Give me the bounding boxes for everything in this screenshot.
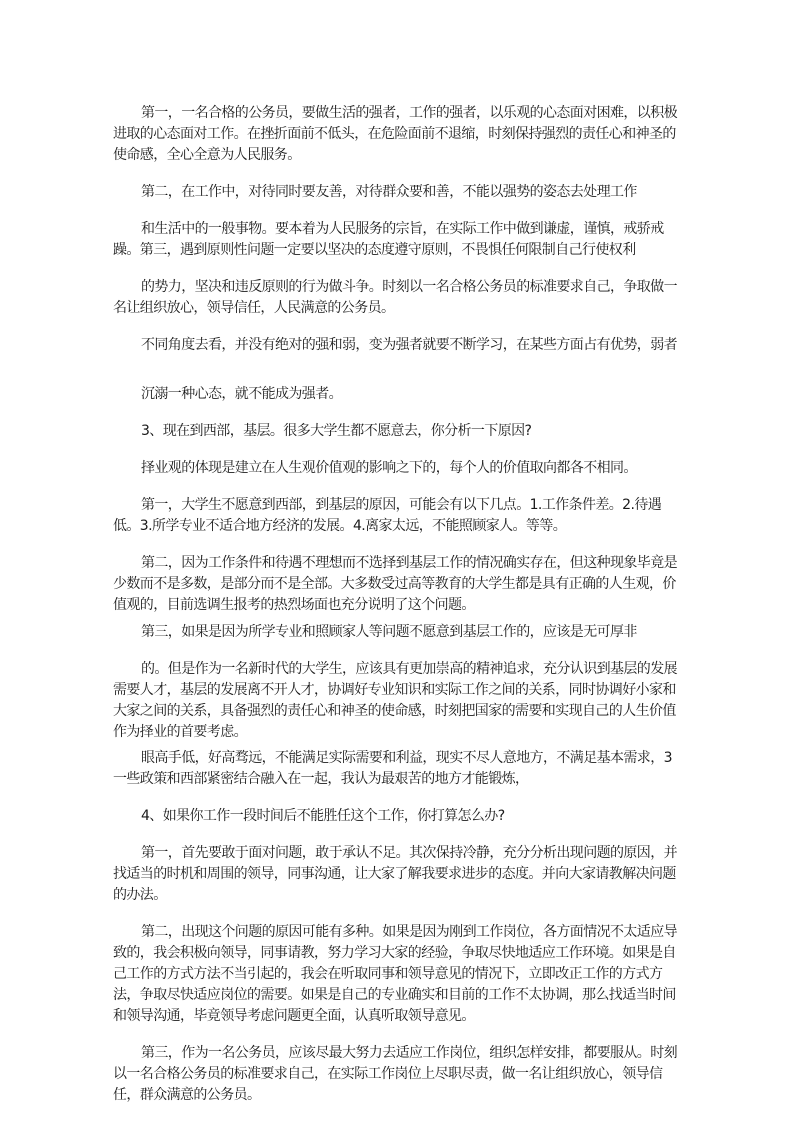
paragraph-third-understandable: 第三，如果是因为所学专业和照顾家人等问题不愿意到基层工作的，应该是无可厚非 bbox=[141, 624, 637, 640]
paragraph-career-view: 择业观的体现是建立在人生观价值观的影响之下的，每个人的价值取向都各不相同。 bbox=[141, 460, 637, 476]
paragraph-reasons-list: 第一，大学生不愿意到西部，到基层的原因，可能会有以下几点。1.工作条件差。2.待遇低。3.所学专业不适合地方经济的发展。4.离家太远，不能照顾家人。等等。 bbox=[113, 497, 662, 534]
question-3-heading: 3、现在到西部，基层。很多大学生都不愿意去，你分析一下原因? bbox=[141, 423, 532, 439]
paragraph-obey-organization: 第三，作为一名公务员，应该尽最大努力去适应工作岗位，组织怎样安排，都要服从。时刻以一名合格公务员的标准要求自己，在实际工作岗位上尽职尽责，做一名让组织放心，领导信任，群众满意的公务员。 bbox=[113, 1045, 677, 1103]
paragraph-second-friendly: 第二，在工作中，对待同时要友善，对待群众要和善，不能以强势的姿态去处理工作 bbox=[141, 184, 637, 200]
paragraph-possible-causes: 第二，出现这个问题的原因可能有多种。如果是因为刚到工作岗位，各方面情况不太适应导致的，我会积极向领导，同事请教，努力学习大家的经验，争取尽快地适应工作环境。如果是自己工作的方式方法不当引起的，我会在听取同事和领导意见的情况下，立即改正工作的方式方法，争取尽快适应岗位的需要。如果是自己的专业确实和目前的工作不太协调，那么找适当时间和领导沟通，毕竟领导考虑问题更全面，认真听取领导意见。 bbox=[113, 924, 677, 1024]
paragraph-new-era-student: 的。但是作为一名新时代的大学生，应该具有更加崇高的精神追求，充分认识到基层的发展需要人才，基层的发展离不开人才，协调好专业知识和实际工作之间的关系，同时协调好小家和大家之间的关系，具备强烈的责任心和神圣的使命感，时刻把国家的需要和实现自己的人生价值作为择业的首要考虑。 bbox=[113, 661, 677, 740]
paragraph-minority-situation: 第二，因为工作条件和待遇不理想而不选择到基层工作的情况确实存在，但这种现象毕竟是少数而不是多数，是部分而不是全部。大多数受过高等教育的大学生都是具有正确的人生观，价值观的，目前选调生报考的热烈场面也充分说明了这个问题。 bbox=[113, 555, 677, 613]
paragraph-ambition: 眼高手低，好高骛远，不能满足实际需要和利益，现实不尽人意地方，不满足基本需求，3一些政策和西部紧密结合融入在一起，我认为最艰苦的地方才能锻炼， bbox=[113, 750, 672, 787]
paragraph-fight-violations: 的势力，坚决和违反原则的行为做斗争。时刻以一名合格公务员的标准要求自己，争取做一名让组织放心，领导信任，人民满意的公务员。 bbox=[113, 279, 677, 316]
paragraph-strong-and-weak: 不同角度去看，并没有绝对的强和弱，变为强者就要不断学习，在某些方面占有优势，弱者 bbox=[141, 337, 677, 353]
question-4-heading: 4、如果你工作一段时间后不能胜任这个工作，你打算怎么办? bbox=[141, 808, 505, 824]
paragraph-mindset: 沉溺一种心态，就不能成为强者。 bbox=[141, 386, 342, 402]
paragraph-face-problems: 第一，首先要敢于面对问题，敢于承认不足。其次保持冷静，充分分析出现问题的原因，并找适当的时机和周围的领导，同事沟通，让大家了解我要求进步的态度。并向大家请教解决问题的办法。 bbox=[113, 845, 677, 903]
paragraph-daily-affairs: 和生活中的一般事物。要本着为人民服务的宗旨，在实际工作中做到谦虚，谨慎，戒骄戒躁。第三，遇到原则性问题一定要以坚决的态度遵守原则，不畏惧任何限制自己行使权利 bbox=[113, 221, 664, 258]
paragraph-qualified-civil-servant: 第一，一名合格的公务员，要做生活的强者，工作的强者，以乐观的心态面对困难，以积极进取的心态面对工作。在挫折面前不低头，在危险面前不退缩，时刻保持强烈的责任心和神圣的使命感，全心全意为人民服务。 bbox=[113, 105, 677, 163]
